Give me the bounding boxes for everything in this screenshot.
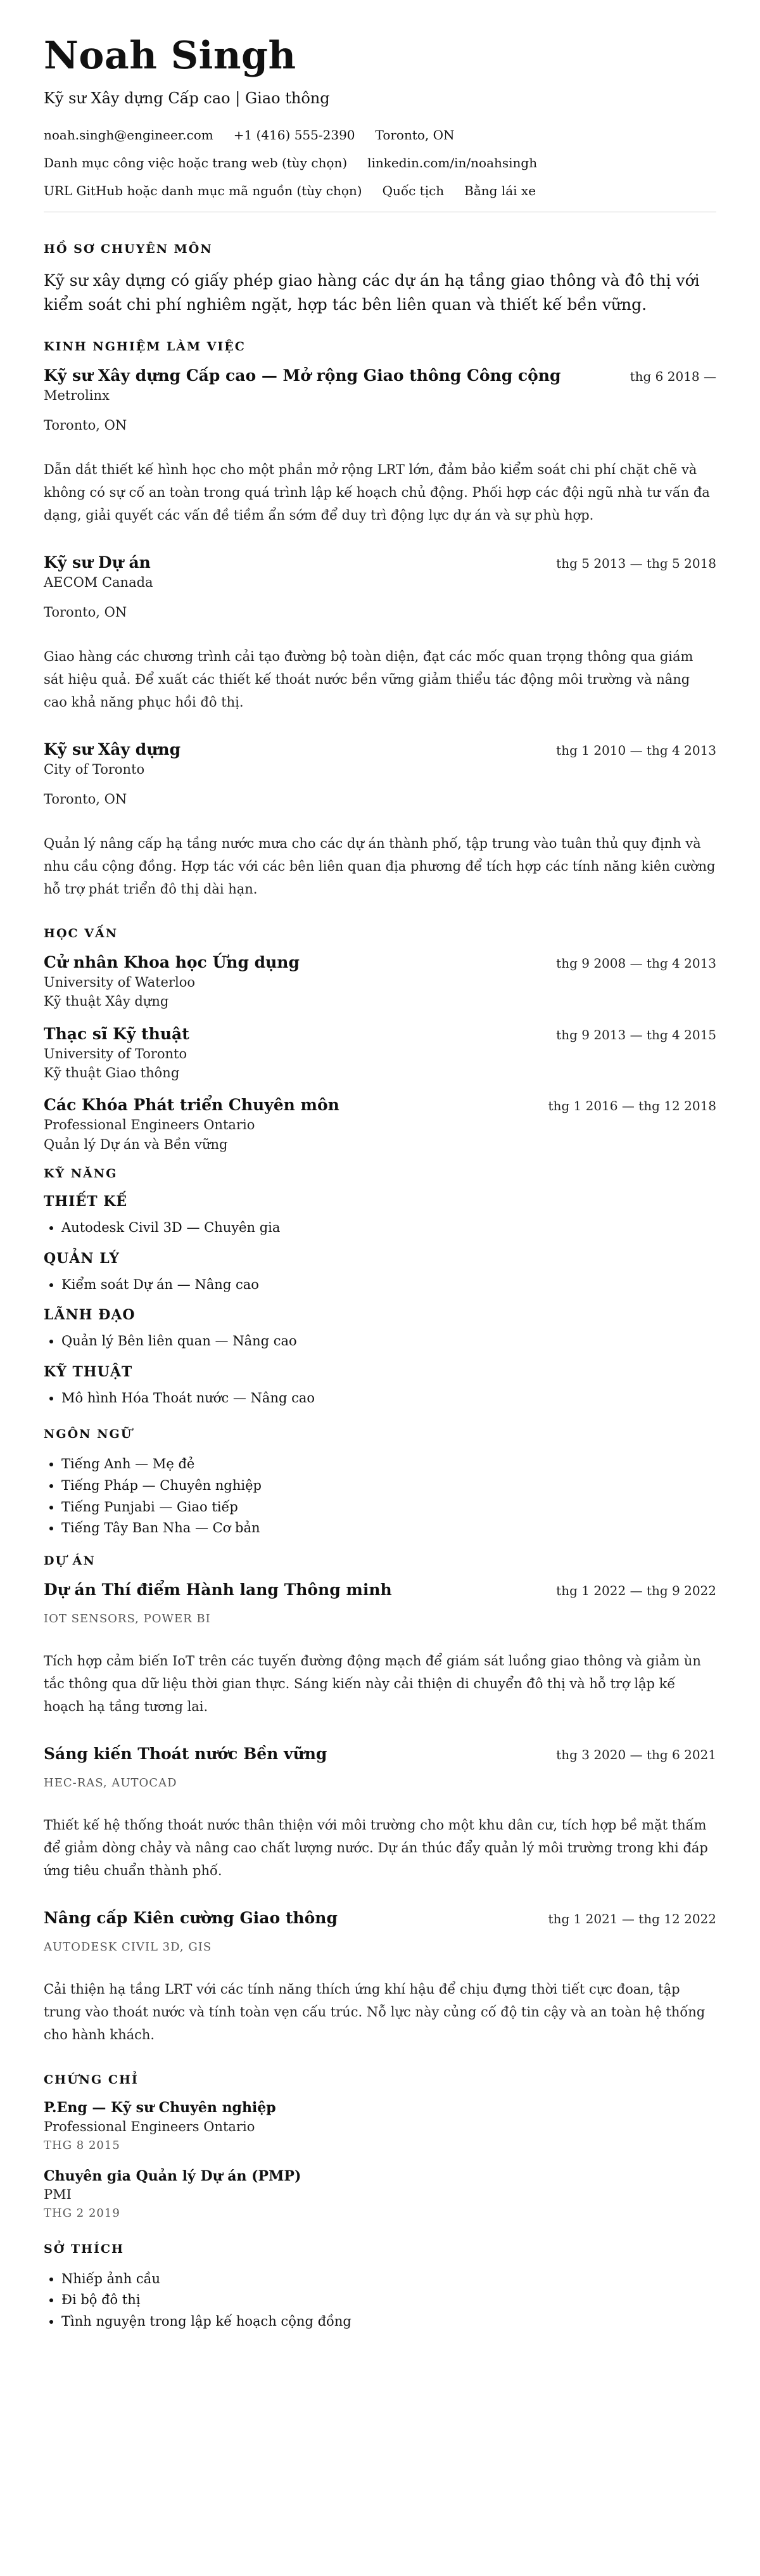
language-item: • Tiếng Anh — Mẹ đẻ [61,1454,716,1475]
skills-group-title: QUẢN LÝ [44,1250,120,1267]
candidate-name: Noah Singh [44,34,296,78]
project-item [44,1909,716,2046]
education-school: University of Toronto [44,1046,187,1061]
skills-group-title: LÃNH ĐẠO [44,1307,136,1324]
education-section [44,927,716,1153]
skills-list [44,1274,716,1296]
language-item: • Tiếng Tây Ban Nha — Cơ bản [61,1518,716,1539]
skill-item: • Mô hình Hóa Thoát nước — Nâng cao [61,1388,716,1409]
profile-section [44,243,716,316]
contact-row-links [44,156,716,170]
project-description: Tích hợp cảm biến IoT trên các tuyến đường động mạch để giám sát luồng giao thông và giảm ùn tắc thông qua dữ liệu thời gian thực. Sáng kiến này cải thiện di chuyển đô thị và hỗ trợ lập kế hoạch hạ tầng tương lai. [44,1653,701,1714]
interests-list [44,2269,716,2333]
project-title: Sáng kiến Thoát nước Bền vững [44,1744,327,1763]
experience-date: thg 6 2018 — [630,369,716,385]
skills-group [44,1364,716,1409]
experience-section [44,340,716,900]
projects-section-title: DỰ ÁN [44,1553,96,1568]
candidate-headline: Kỹ sư Xây dựng Cấp cao | Giao thông [44,89,330,107]
languages-section-title: NGÔN NGỮ [44,1427,133,1442]
spacer [44,1547,716,1554]
skills-section-title: KỸ NĂNG [44,1167,118,1181]
skills-group [44,1250,716,1296]
education-item [44,1096,716,1153]
skills-group-title: THIẾT KẾ [44,1193,128,1210]
education-school: Professional Engineers Ontario [44,1117,255,1133]
experience-item [44,740,716,900]
skill-item: • Autodesk Civil 3D — Chuyên gia [61,1217,716,1239]
profile-section-title: HỒ SƠ CHUYÊN MÔN [44,242,213,257]
experience-title: Kỹ sư Xây dựng [44,740,181,759]
experience-title: Kỹ sư Xây dựng Cấp cao — Mở rộng Giao thông Công cộng [44,366,561,385]
education-field: Kỹ thuật Xây dựng [44,994,169,1009]
education-date: thg 9 2008 — thg 4 2013 [556,956,716,971]
experience-description: Giao hàng các chương trình cải tạo đường bộ toàn diện, đạt các mốc quan trọng thông qua giám sát hiệu quả. Để xuất các thiết kế thoát nước bền vững giảm thiểu tác động môi trường và nâng cao khả năng phục hồi đô thị. [44,648,694,710]
project-title: Dự án Thí điểm Hành lang Thông minh [44,1580,392,1599]
contact-row-primary [44,128,716,142]
interest-item: • Đi bộ đô thị [61,2290,716,2311]
experience-item [44,553,716,714]
project-date: thg 3 2020 — thg 6 2021 [556,1746,716,1762]
education-section-title: HỌC VẤN [44,926,118,941]
interest-item: • Tình nguyện trong lập kế hoạch cộng đồng [61,2311,716,2333]
spacer [44,1420,716,1428]
language-item: • Tiếng Punjabi — Giao tiếp [61,1497,716,1518]
certificate-item [44,2167,716,2220]
contact-portfolio: Danh mục công việc hoặc trang web (tùy chọn) [44,155,348,171]
experience-company: City of Toronto [44,762,145,778]
experience-company: Metrolinx [44,388,110,404]
skill-item: • Quản lý Bên liên quan — Nâng cao [61,1331,716,1352]
skills-list [44,1388,716,1409]
project-tech: IOT SENSORS, POWER BI [44,1612,211,1625]
experience-date: thg 5 2013 — thg 5 2018 [556,556,716,572]
contact-nationality: Quốc tịch [382,183,445,199]
project-item [44,1580,716,1718]
contact-phone[interactable]: +1 (416) 555-2390 [233,127,355,143]
certificate-issuer: Professional Engineers Ontario [44,2119,255,2135]
language-item: • Tiếng Pháp — Chuyên nghiệp [61,1475,716,1497]
skills-group [44,1307,716,1352]
education-degree: Các Khóa Phát triển Chuyên môn [44,1096,339,1115]
experience-section-title: KINH NGHIỆM LÀM VIỆC [44,340,246,354]
education-item [44,1025,716,1082]
project-description: Cải thiện hạ tầng LRT với các tính năng thích ứng khí hậu để chịu đựng thời tiết cực đoan, tập trung vào thoát nước và tính toàn vẹn cấu trúc. Nỗ lực này củng cố độ tin cậy và an toàn hệ thống cho hành khách. [44,1982,706,2043]
education-item [44,953,716,1011]
languages-list [44,1454,716,1539]
contact-row-extra [44,184,716,198]
projects-section [44,1554,716,2047]
project-tech: HEC-RAS, AUTOCAD [44,1776,177,1790]
project-date: thg 1 2021 — thg 12 2022 [548,1911,716,1927]
languages-section [44,1428,716,1539]
project-date: thg 1 2022 — thg 9 2022 [556,1582,716,1598]
project-item [44,1745,716,1882]
education-degree: Thạc sĩ Kỹ thuật [44,1024,189,1043]
education-field: Kỹ thuật Giao thông [44,1065,180,1081]
certificates-section [44,2073,716,2220]
skills-list [44,1331,716,1352]
skills-section [44,1167,716,1409]
skills-group [44,1193,716,1239]
project-title: Nâng cấp Kiên cường Giao thông [44,1909,338,1928]
experience-date: thg 1 2010 — thg 4 2013 [556,743,716,759]
contact-location: Toronto, ON [375,127,455,143]
certificate-issuer: PMI [44,2187,72,2203]
resume-header [44,34,716,199]
education-degree: Cử nhân Khoa học Ứng dụng [44,953,300,972]
certificate-title: Chuyên gia Quản lý Dự án (PMP) [44,2167,301,2184]
certificates-section-title: CHỨNG CHỈ [44,2072,139,2087]
interests-section-title: SỞ THÍCH [44,2241,124,2256]
experience-company: AECOM Canada [44,575,153,591]
project-description: Thiết kế hệ thống thoát nước thân thiện với môi trường cho một khu dân cư, tích hợp bề mặt thấm để giảm dòng chảy và nâng cao chất lượng nước. Dự án thúc đẩy quản lý môi trường trong khi đáp ứng tiêu chuẩn thành phố. [44,1817,708,1879]
skills-group-title: KỸ THUẬT [44,1363,133,1380]
contact-github: URL GitHub hoặc danh mục mã nguồn (tùy chọn) [44,183,362,199]
project-tech: AUTODESK CIVIL 3D, GIS [44,1940,212,1954]
skill-item: • Kiểm soát Dự án — Nâng cao [61,1274,716,1296]
experience-description: Quản lý nâng cấp hạ tầng nước mưa cho các dự án thành phố, tập trung vào tuân thủ quy định và nhu cầu cộng đồng. Hợp tác với các bên liên quan địa phương để tích hợp các tính năng kiên cường hỗ trợ phát triển đô thị dài hạn. [44,835,716,897]
education-field: Quản lý Dự án và Bền vững [44,1136,228,1152]
interest-item: • Nhiếp ảnh cầu [61,2269,716,2290]
skills-list [44,1217,716,1239]
experience-item [44,366,716,527]
education-school: University of Waterloo [44,975,196,990]
spacer [44,2235,716,2243]
profile-summary: Kỹ sư xây dựng có giấy phép giao hàng các dự án hạ tầng giao thông và đô thị với kiểm soát chi phí nghiêm ngặt, hợp tác bên liên quan và thiết kế bền vững. [44,271,700,314]
contact-email[interactable]: noah.singh@engineer.com [44,127,213,143]
interests-section [44,2243,716,2333]
certificate-date: THG 8 2015 [44,2138,120,2152]
experience-location: Toronto, ON [44,791,127,807]
certificate-item [44,2099,716,2151]
certificate-date: THG 2 2019 [44,2206,120,2220]
spacer [44,1539,716,1547]
experience-description: Dẫn dắt thiết kế hình học cho một phần mở rộng LRT lớn, đảm bảo kiểm soát chi phí chặt chẽ và không có sự cố an toàn trong quá trình lập kế hoạch chủ động. Phối hợp các đội ngũ nhà tư vấn đa dạng, giải quyết các vấn đề tiềm ẩn sớm để duy trì động lực dự án và sự phù hợp. [44,461,710,523]
education-date: thg 9 2013 — thg 4 2015 [556,1027,716,1042]
contact-license: Bằng lái xe [464,183,536,199]
experience-location: Toronto, ON [44,604,127,620]
experience-title: Kỹ sư Dự án [44,553,151,572]
education-date: thg 1 2016 — thg 12 2018 [548,1098,716,1114]
experience-location: Toronto, ON [44,417,127,433]
certificate-title: P.Eng — Kỹ sư Chuyên nghiệp [44,2099,276,2117]
contact-linkedin[interactable]: linkedin.com/in/noahsingh [367,155,538,171]
